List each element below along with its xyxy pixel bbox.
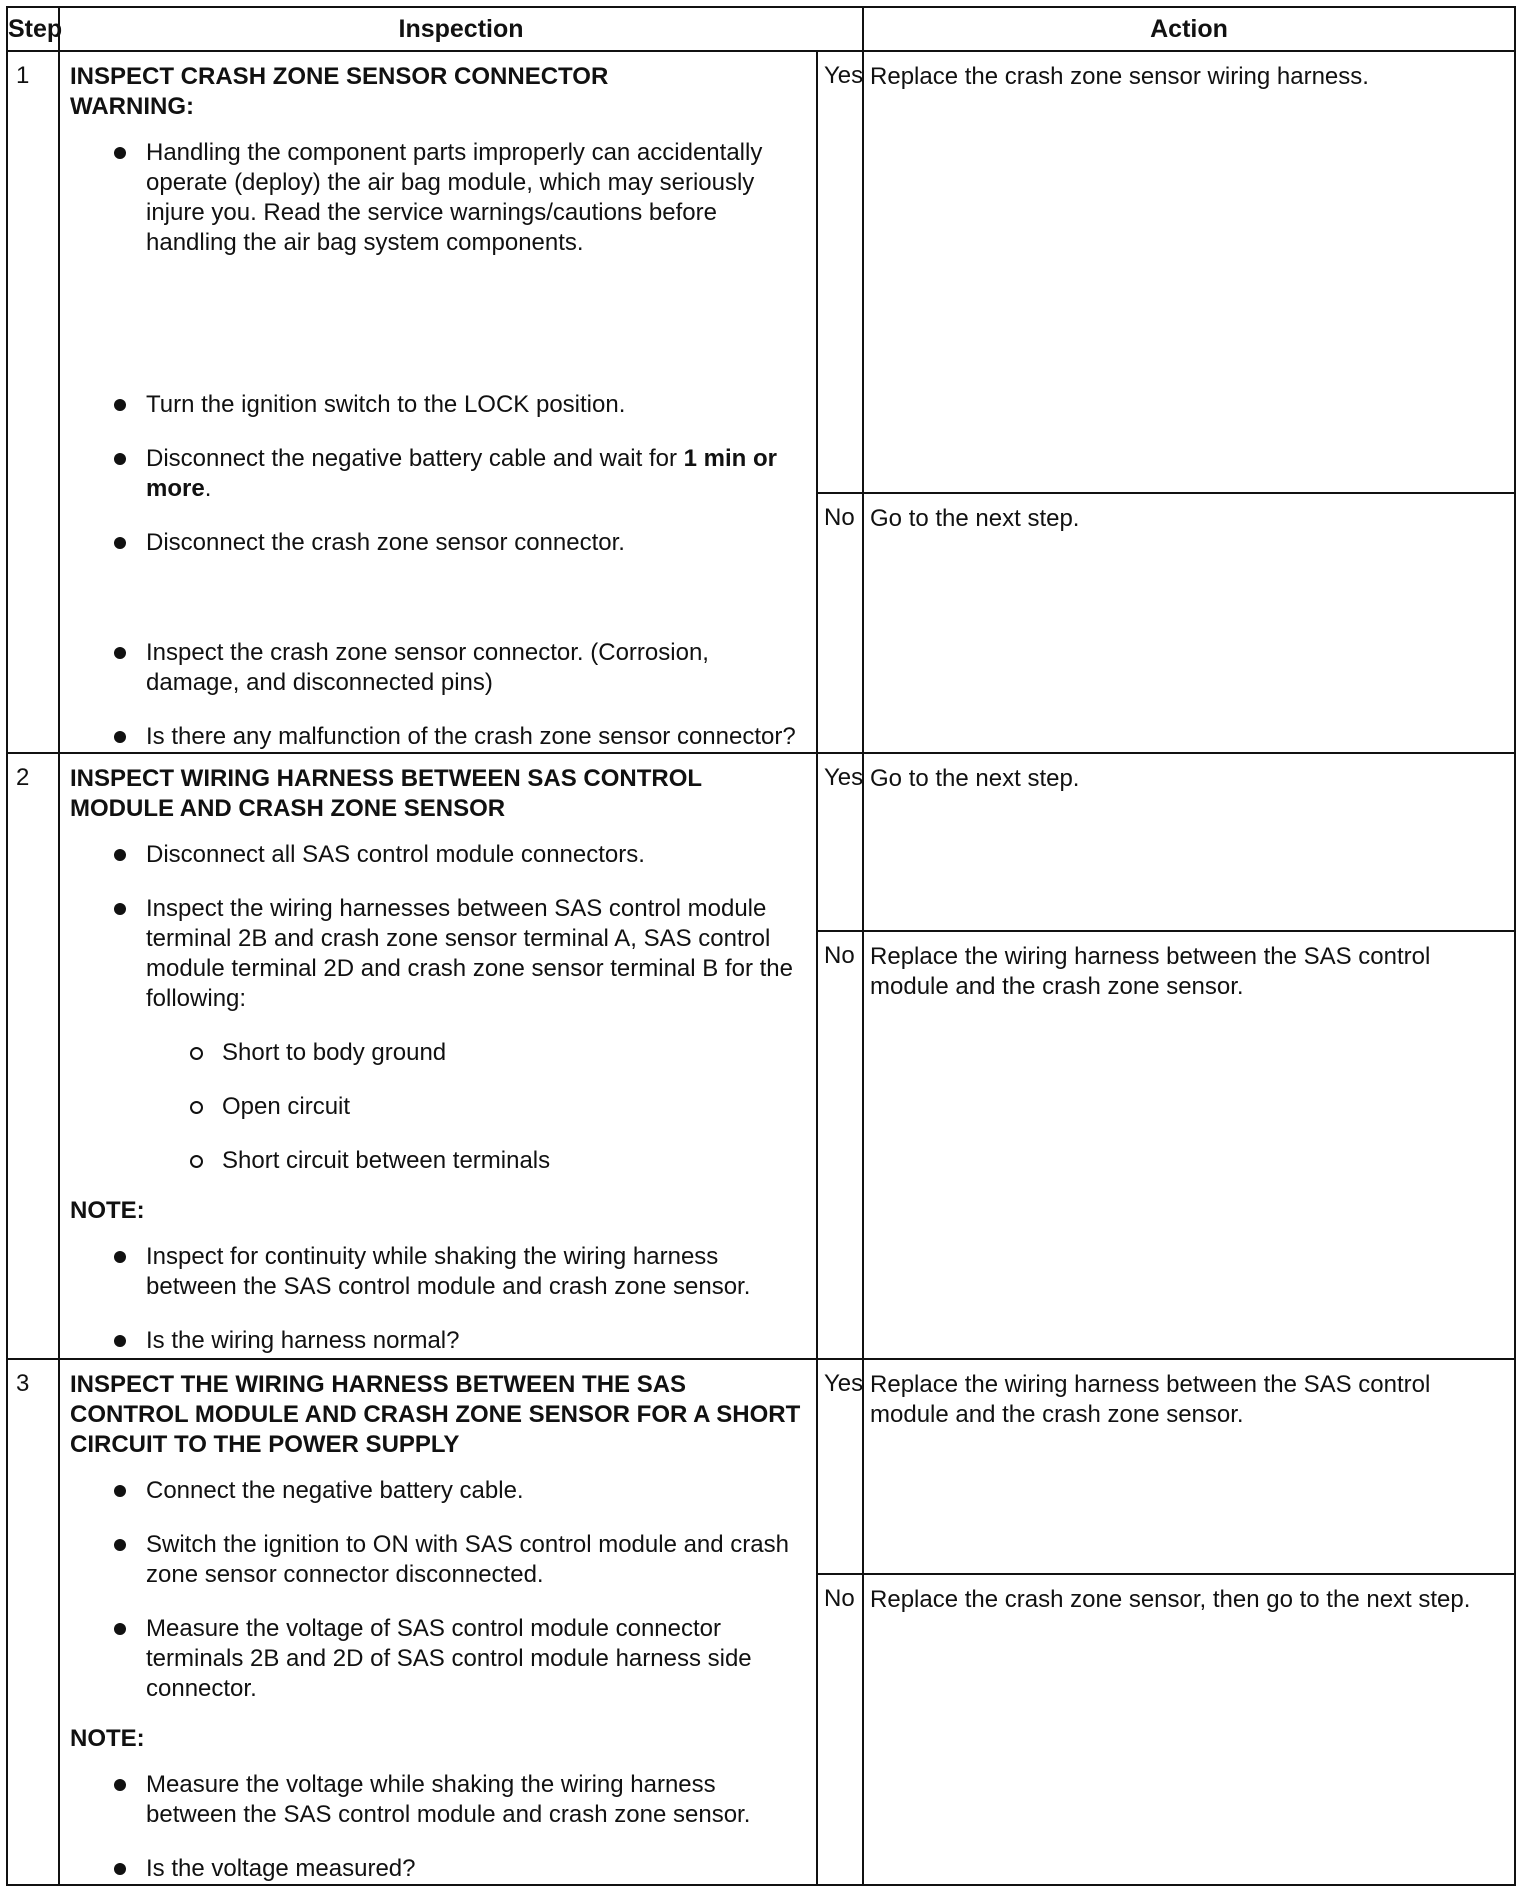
step-3-title: INSPECT THE WIRING HARNESS BETWEEN THE SAS CONTROL MODULE AND CRASH ZONE SENSOR FOR A SHORT CIRCUIT TO THE POWER SUPPLY: [70, 1371, 801, 1458]
list-item-suffix: .: [204, 475, 212, 502]
list-item: Switch the ignition to ON with SAS control module and crash zone sensor connector disconnected.: [70, 1530, 806, 1590]
step-2-no-action: Replace the wiring harness between the SAS control module and the crash zone sensor.: [863, 931, 1515, 1359]
step-3-number: 3: [7, 1359, 59, 1885]
step-1-number: 1: [7, 51, 59, 753]
step-3-inspection: [59, 1359, 817, 1885]
step-1-title: INSPECT CRASH ZONE SENSOR CONNECTOR: [70, 63, 609, 90]
header-row: [7, 7, 1515, 51]
list-item: Inspect the wiring harnesses between SAS control module terminal 2B and crash zone sensor terminal A, SAS control module terminal 2D and crash zone sensor terminal B for the following:: [70, 894, 806, 1014]
step-2-number: 2: [7, 753, 59, 1359]
step-1-row-yes: [7, 51, 1515, 493]
step-1-no-action: Go to the next step.: [863, 493, 1515, 753]
step-3-yes-label: Yes: [817, 1359, 863, 1574]
step-2-no-label: No: [817, 931, 863, 1359]
header-inspection: Inspection: [59, 7, 863, 51]
list-item: Measure the voltage of SAS control module connector terminals 2B and 2D of SAS control module harness side connector.: [70, 1614, 806, 1704]
step-1-no-label: No: [817, 493, 863, 753]
step-1-item-list: [70, 390, 806, 752]
list-item-text: Disconnect the negative battery cable and wait for: [146, 445, 684, 472]
list-item: Disconnect all SAS control module connectors.: [70, 840, 806, 870]
step-3-item-list: [70, 1476, 806, 1704]
step-3-no-label: No: [817, 1574, 863, 1885]
step-2-title: INSPECT WIRING HARNESS BETWEEN SAS CONTROL MODULE AND CRASH ZONE SENSOR: [70, 765, 702, 822]
step-3-note-list: [70, 1770, 806, 1884]
step-2-yes-action: Go to the next step.: [863, 753, 1515, 931]
step-2-note-list: [70, 1242, 806, 1356]
step-2-row-yes: [7, 753, 1515, 931]
step-3-row-yes: [7, 1359, 1515, 1574]
step-3-no-action: Replace the crash zone sensor, then go to the next step.: [863, 1574, 1515, 1885]
step-1-warning-label: WARNING:: [70, 93, 194, 120]
list-item: Is the wiring harness normal?: [70, 1326, 806, 1356]
step-3-yes-action: Replace the wiring harness between the SAS control module and the crash zone sensor.: [863, 1359, 1515, 1574]
list-item: Connect the negative battery cable.: [70, 1476, 806, 1506]
sub-list-item: Short to body ground: [70, 1038, 806, 1068]
step-2-yes-label: Yes: [817, 753, 863, 931]
step-1-yes-action: Replace the crash zone sensor wiring harness.: [863, 51, 1515, 493]
list-item: Handling the component parts improperly can accidentally operate (deploy) the air bag module, which may seriously injure you. Read the service warnings/cautions before handling the air bag system components.: [70, 138, 806, 258]
list-item: Is the voltage measured?: [70, 1854, 806, 1884]
list-item: Inspect the crash zone sensor connector. (Corrosion, damage, and disconnected pins): [70, 638, 806, 698]
list-item: Is there any malfunction of the crash zone sensor connector?: [70, 722, 806, 752]
header-step: Step: [7, 7, 59, 51]
list-item: [70, 444, 806, 504]
step-1-inspection: [59, 51, 817, 753]
wait-time-emphasis: 1 min or more: [146, 445, 778, 502]
step-3-note-label: NOTE:: [70, 1725, 145, 1752]
inspection-procedure-table: [6, 6, 1516, 1886]
step-2-item-list: [70, 840, 806, 1014]
list-item: Turn the ignition switch to the LOCK position.: [70, 390, 806, 420]
list-item: Measure the voltage while shaking the wiring harness between the SAS control module and crash zone sensor.: [70, 1770, 806, 1830]
list-item: Inspect for continuity while shaking the wiring harness between the SAS control module and crash zone sensor.: [70, 1242, 806, 1302]
sub-list-item: Short circuit between terminals: [70, 1146, 806, 1176]
list-item: Disconnect the crash zone sensor connector.: [70, 528, 806, 558]
sub-list-item: Open circuit: [70, 1092, 806, 1122]
header-action: Action: [863, 7, 1515, 51]
step-1-yes-label: Yes: [817, 51, 863, 493]
step-1-warning-list: [70, 138, 806, 258]
step-2-note-label: NOTE:: [70, 1197, 145, 1224]
step-2-inspection: [59, 753, 817, 1359]
step-2-sub-list: [70, 1038, 806, 1176]
